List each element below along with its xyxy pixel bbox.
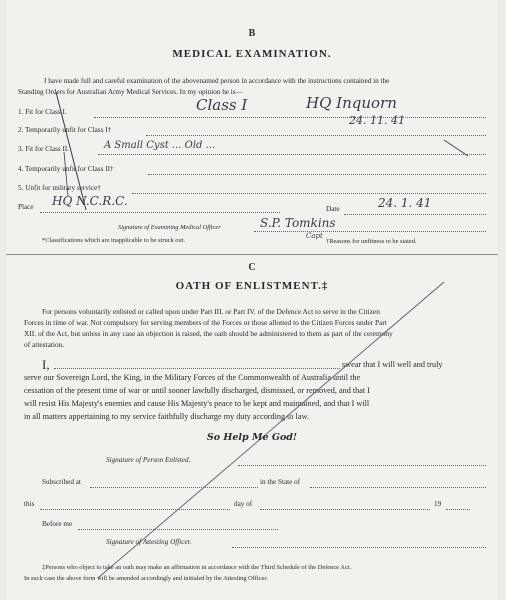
day-of-label: day of: [234, 500, 253, 508]
section-c-title: OATH OF ENLISTMENT.‡: [175, 280, 329, 292]
footnote-affirmation: ‡Persons who object to take an oath may make an affirmation in accordance with the Third Schedule of the Defence Act.: [42, 564, 352, 571]
oath-line4: will resist His Majesty's enemies and cause His Majesty's peace to be kept and maintained, and that I will: [24, 399, 370, 408]
before-me-label: Before me: [42, 520, 73, 528]
oath-line1-end: swear that I will well and truly: [342, 360, 443, 369]
footnote-reasons: †Reasons for unfitness to be stated.: [326, 238, 417, 245]
stamp-handwriting: HQ Inquorn: [306, 94, 397, 112]
medical-intro-line1: I have made full and careful examination of the abovenamed person in accordance with the instructions contained in the: [44, 77, 390, 85]
item-1-handwriting: Class I: [196, 96, 248, 114]
section-c-letter: C: [248, 262, 256, 273]
examining-officer-signature-label: Signature of Examining Medical Officer: [118, 224, 221, 231]
item-fit-class-1: 1. Fit for Class I.: [18, 108, 67, 116]
oath-line2: serve our Sovereign Lord, the King, in the Military Forces of the Commonwealth of Australia until the: [24, 373, 361, 382]
footnote-amended: In such case the above form will be amended accordingly and initialed by the Attesting Officer.: [24, 575, 268, 582]
section-b-title: MEDICAL EXAMINATION.: [172, 48, 332, 60]
cancel-stroke: [6, 0, 498, 600]
oath-intro-line3: XII. of the Act, but unless in any case an objection is raised, the oath should be administered to them as part of the ceremony: [24, 329, 393, 338]
place-handwriting: HQ N.C.R.C.: [52, 194, 128, 208]
section-b-letter: B: [248, 28, 256, 39]
in-state-of-label: in the State of: [260, 478, 301, 486]
handwritten-date-top: 24. 11. 41: [349, 114, 405, 127]
month-line: [260, 509, 430, 510]
medical-intro-line2: Standing Orders for Australian Army Medical Services. In my opinion he is—: [18, 88, 243, 96]
oath-intro-line4: of attestation.: [24, 340, 65, 349]
attesting-signature-line: [232, 547, 486, 548]
item-temp-unfit-class-2: 4. Temporarily unfit for Class II†: [18, 165, 114, 173]
oath-line3: cessation of the present time of war or until sooner lawfully discharged, dismissed, or removed, and that I: [24, 386, 370, 395]
place-label: Place: [18, 203, 34, 211]
year-prefix: 19: [434, 500, 442, 508]
person-enlisted-signature-label: Signature of Person Enlisted.: [106, 456, 191, 464]
this-label: this: [24, 500, 35, 508]
attesting-officer-signature-label: Signature of Attesting Officer.: [106, 538, 192, 546]
item-3-handwriting: A Small Cyst ... Old ...: [104, 140, 216, 151]
examining-officer-signature: S.P. Tomkins: [260, 216, 336, 230]
date-handwriting: 24. 1. 41: [378, 196, 432, 210]
state-line: [310, 487, 486, 488]
oath-intro-line1: For persons voluntarily enlisted or called upon under Part III. or Part IV. of the Defence Act to serve in the Citizen: [42, 307, 380, 316]
item-fit-class-2: 3. Fit for Class II.: [18, 145, 70, 153]
date-label: Date: [326, 205, 340, 213]
oath-line5: in all matters appertaining to my service faithfully discharge my duty according to law.: [24, 412, 309, 421]
footnote-classifications: *Classifications which are inapplicable to be struck out.: [42, 237, 186, 244]
so-help-me-god: So Help Me God!: [206, 432, 298, 443]
enlisted-signature-line: [238, 465, 486, 466]
item-temp-unfit-class-1: 2. Temporarily unfit for Class I†: [18, 126, 112, 134]
this-day-line: [40, 509, 230, 510]
subscribed-at-line: [90, 487, 258, 488]
before-me-line: [78, 529, 278, 530]
signature-subtext: Capt: [306, 232, 323, 240]
form-sheet: [6, 0, 498, 600]
oath-i: I,: [42, 357, 50, 372]
item-unfit-military: 5. Unfit for military service†: [18, 184, 101, 192]
subscribed-at-label: Subscribed at: [42, 478, 81, 486]
year-line: [446, 509, 470, 510]
oath-intro-line2: Forces in time of war. Not compulsory for serving members of the Forces or those allotted to the Citizen Forces under Part: [24, 318, 387, 327]
